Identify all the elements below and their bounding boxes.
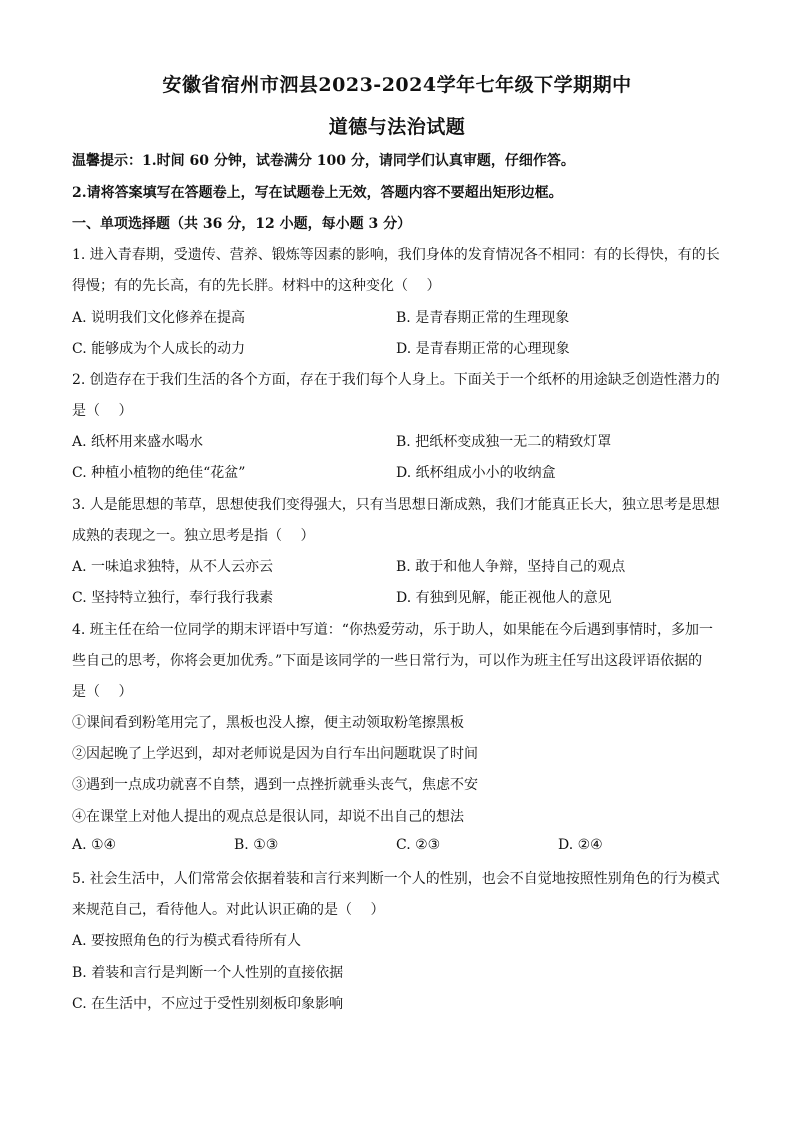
- q1-stem-line-2: 得慢；有的先长高，有的先长胖。材料中的这种变化（ ）: [72, 278, 441, 294]
- section-heading: 一、单项选择题（共 36 分，12 小题，每小题 3 分）: [72, 216, 412, 232]
- q3-option-d: D. 有独到见解，能正视他人的意见: [396, 590, 612, 606]
- q1-stem-line-1: 1. 进入青春期，受遗传、营养、锻炼等因素的影响，我们身体的发育情况各不相同：有的长得快，有的长: [72, 247, 720, 263]
- q1-option-b: B. 是青春期正常的生理现象: [396, 310, 570, 326]
- q1-option-c: C. 能够成为个人成长的动力: [72, 341, 246, 357]
- q4-option-d: D. ②④: [558, 837, 603, 853]
- q4-stem-line-1: 4. 班主任在给一位同学的期末评语中写道：“你热爱劳动，乐于助人，如果能在今后遇到事情时，多加一: [72, 622, 713, 638]
- q2-option-d: D. 纸杯组成小小的收纳盒: [396, 465, 556, 481]
- q2-option-c: C. 种植小植物的绝佳“花盆”: [72, 465, 246, 481]
- q4-option-c: C. ②③: [396, 837, 441, 853]
- q4-option-a: A. ①④: [72, 837, 117, 853]
- q5-option-c: C. 在生活中，不应过于受性别刻板印象影响: [72, 996, 344, 1012]
- q3-option-b: B. 敢于和他人争辩，坚持自己的观点: [396, 559, 626, 575]
- q1-option-d: D. 是青春期正常的心理现象: [396, 341, 570, 357]
- exam-title: 安徽省宿州市泗县2023-2024学年七年级下学期期中: [162, 74, 632, 96]
- q4-statement-1: ①课间看到粉笔用完了，黑板也没人擦，便主动领取粉笔擦黑板: [72, 715, 464, 731]
- q5-stem-line-2: 来规范自己，看待他人。对此认识正确的是（ ）: [72, 902, 385, 918]
- q4-stem-line-2: 些自己的思考，你将会更加优秀。”下面是该同学的一些日常行为，可以作为班主任写出这段评语依据的: [72, 653, 703, 669]
- q2-stem-line-2: 是（ ）: [72, 403, 133, 419]
- q4-statement-3: ③遇到一点成功就喜不自禁，遇到一点挫折就垂头丧气，焦虑不安: [72, 777, 478, 793]
- exam-subject-title: 道德与法治试题: [328, 116, 466, 138]
- tips-line-1: 温馨提示：1.时间 60 分钟，试卷满分 100 分，请同学们认真审题，仔细作答。: [72, 153, 575, 169]
- q3-option-a: A. 一味追求独特，从不人云亦云: [72, 559, 274, 575]
- q4-statement-4: ④在课堂上对他人提出的观点总是很认同，却说不出自己的想法: [72, 809, 464, 825]
- q4-option-b: B. ①③: [234, 837, 279, 853]
- q5-option-b: B. 着装和言行是判断一个人性别的直接依据: [72, 965, 344, 981]
- q5-option-a: A. 要按照角色的行为模式看待所有人: [72, 933, 302, 949]
- q3-option-c: C. 坚持特立独行，奉行我行我素: [72, 590, 274, 606]
- q1-option-a: A. 说明我们文化修养在提高: [72, 310, 246, 326]
- q3-stem-line-2: 成熟的表现之一。独立思考是指（ ）: [72, 528, 315, 544]
- q5-stem-line-1: 5. 社会生活中，人们常常会依据着装和言行来判断一个人的性别，也会不自觉地按照性别角色的行为模式: [72, 871, 720, 887]
- q4-stem-line-3: 是（ ）: [72, 684, 133, 700]
- q3-stem-line-1: 3. 人是能思想的苇草，思想使我们变得强大，只有当思想日渐成熟，我们才能真正长大，独立思考是思想: [72, 497, 720, 513]
- q2-stem-line-1: 2. 创造存在于我们生活的各个方面，存在于我们每个人身上。下面关于一个纸杯的用途缺乏创造性潜力的: [72, 372, 720, 388]
- q2-option-b: B. 把纸杯变成独一无二的精致灯罩: [396, 434, 612, 450]
- q2-option-a: A. 纸杯用来盛水喝水: [72, 434, 204, 450]
- q4-statement-2: ②因起晚了上学迟到，却对老师说是因为自行车出问题耽误了时间: [72, 746, 478, 762]
- tips-line-2: 2.请将答案填写在答题卷上，写在试题卷上无效，答题内容不要超出矩形边框。: [72, 185, 563, 201]
